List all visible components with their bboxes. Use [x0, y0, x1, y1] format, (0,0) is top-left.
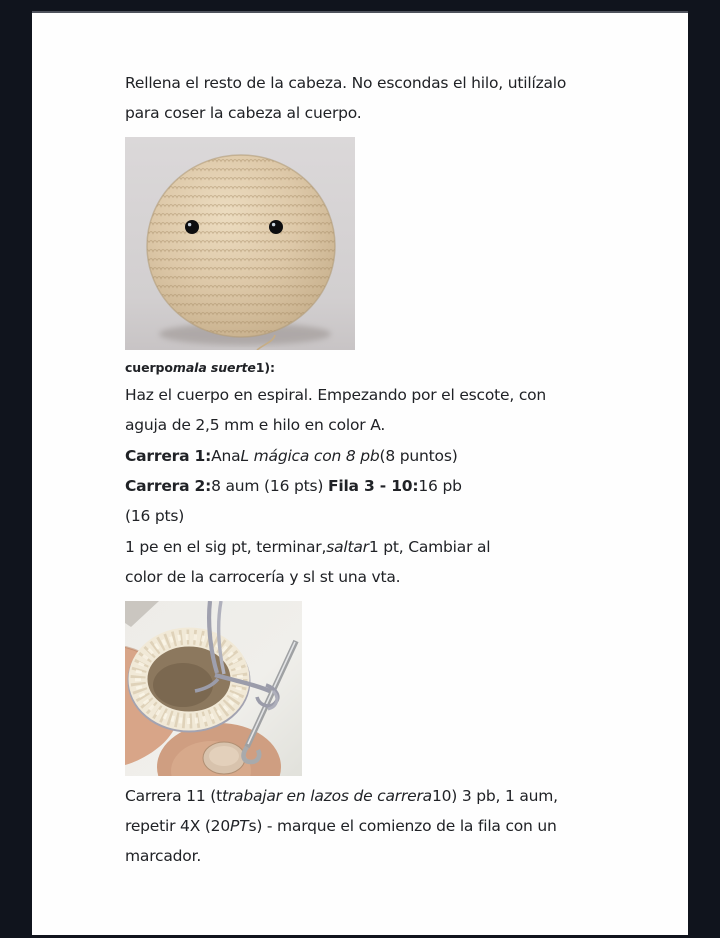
eye-glint-left — [188, 223, 191, 226]
text-line — [125, 68, 688, 98]
safety-eye-left — [185, 220, 199, 234]
ring-hole-shadow — [153, 663, 213, 707]
text-line — [125, 811, 688, 841]
section-heading-body — [125, 358, 688, 377]
magic-ring-photo — [125, 601, 302, 776]
text-line-carrera-1 — [125, 441, 688, 471]
text-run: Carrera 11 (t — [125, 786, 222, 805]
bold-run: Carrera 2: — [125, 477, 212, 496]
page-content — [32, 13, 688, 872]
text-run: 1 pe en el sig pt, terminar, — [125, 537, 327, 556]
head-stitch-texture — [147, 155, 335, 337]
bold-run: 1): — [255, 359, 275, 375]
text-run: s) - marque el comienzo de la fila con un — [248, 817, 557, 836]
text-line — [125, 380, 688, 410]
italic-run: PT — [230, 817, 249, 836]
text-run: 1 pt, Cambiar al — [368, 537, 491, 556]
text-run: 16 pb — [418, 477, 462, 496]
text-line — [125, 532, 688, 562]
text-line — [125, 410, 688, 440]
text-line — [125, 562, 688, 592]
italic-run: saltar — [326, 537, 369, 556]
text-line-carrera-2 — [125, 471, 688, 501]
text-run: (16 pts) — [125, 507, 185, 526]
document-page — [32, 11, 688, 935]
bold-italic-run: mala suerte — [172, 359, 256, 375]
text-run: 8 aum (16 pts) — [211, 477, 328, 496]
paragraph-carrera-11 — [125, 781, 688, 872]
eye-glint-right — [272, 223, 275, 226]
bold-run: cuerpo — [125, 359, 173, 375]
text-run: para coser la cabeza al cuerpo. — [125, 104, 362, 123]
paragraph-body-intro — [125, 380, 688, 593]
text-run: 10) 3 pb, 1 aum, — [431, 786, 558, 805]
text-run: Rellena el resto de la cabeza. No escondas el hilo, utilízalo — [125, 74, 567, 92]
text-run: color de la carrocería y sl st una vta. — [125, 568, 401, 587]
text-run: Ana — [211, 446, 241, 465]
text-line — [125, 841, 688, 871]
text-line — [125, 781, 688, 811]
text-run: Haz el cuerpo en espiral. Empezando por el escote, con — [125, 385, 547, 404]
italic-run: trabajar en lazos de carrera — [221, 786, 432, 805]
crochet-head-photo — [125, 137, 355, 350]
bold-run: Carrera 1: — [125, 446, 212, 465]
text-line — [125, 98, 688, 128]
text-line — [125, 501, 688, 531]
text-run: aguja de 2,5 mm e hilo en color A. — [125, 416, 386, 435]
paragraph-fill-head — [125, 68, 688, 129]
italic-run: L mágica con 8 pb — [240, 446, 380, 465]
text-run: marcador. — [125, 847, 202, 866]
text-run: repetir 4X (20 — [125, 817, 231, 836]
bold-run: Fila 3 - 10: — [327, 477, 419, 496]
text-run: (8 puntos) — [379, 446, 458, 465]
thumbnail-shine — [209, 746, 239, 766]
safety-eye-right — [269, 220, 283, 234]
